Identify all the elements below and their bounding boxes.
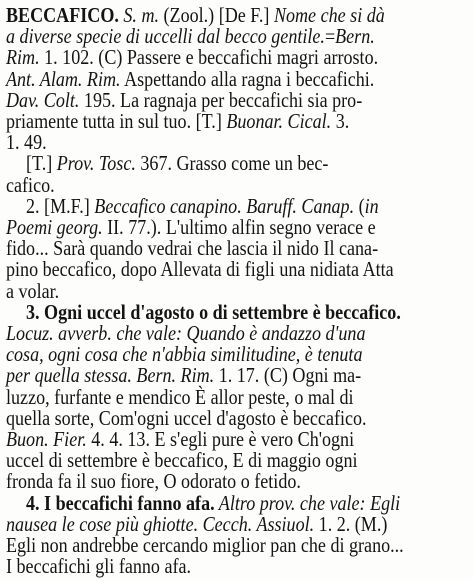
text-segment: Beccafico canapino. Baruff. Canap. [94,193,355,218]
text-segment: 4. 4. 13. E s'egli pure è vero Ch'ogni [86,427,355,451]
text-line [6,554,191,578]
text-segment: 2. [M.F.] [26,193,95,218]
text-segment: fido... Sarà quando vedrai che lascia il nido Il cana- [6,236,379,261]
text-segment: 1. 2. (M.) [314,511,388,536]
text-segment: Altro prov. che vale: Egli [214,490,401,515]
text-segment: Aspettando alla ragna i beccafichi. [120,66,375,91]
text-segment: ( [354,193,365,218]
text-segment: 1. 49. [6,130,47,155]
text-segment: quella sorte, Com'ogni uccel d'agosto è beccafico. [6,405,367,430]
text-segment: pino beccafico, dopo Allevata di figli una nidiata Atta [6,257,394,282]
text-segment: 1. 17. (C) Ogni ma- [214,363,362,388]
text-segment: = [324,24,336,49]
text-segment: priamente tutta in sul tuo. [T.] [6,109,227,133]
text-segment: Egli non andrebbe cercando miglior pan che di grano... [6,533,404,557]
text-segment: nausea le cose più ghiotte. Cecch. Assiuol. [6,511,315,536]
text-segment: fronda fa il suo fiore, O odorato o fetido. [6,469,301,494]
text-segment: cosa, ogni cosa che n'abbia similitudine, è tenuta [6,342,363,367]
text-segment: 367. Grasso come un bec- [135,151,329,176]
text-segment: II. 77.). L'ultimo alfin segno verace e [102,215,376,239]
text-segment: S. m. [118,3,160,27]
text-segment: [T.] [26,151,57,176]
text-segment: Rim. [6,45,40,70]
text-segment: I beccafichi gli fanno afa. [6,554,192,579]
text-line [26,151,328,175]
text-segment: 195. La ragnaja per beccafichi sia pro- [79,87,363,112]
text-segment: Dav. Colt. [6,87,80,112]
text-segment: Ant. Alam. Rim. [6,66,121,91]
text-segment: a diverse specie di uccelli dal becco gentile. [6,24,325,49]
text-segment: 4. I beccafichi fanno afa. [26,490,215,515]
text-segment: 3. Ogni uccel d'agosto o di settembre è beccafico. [26,299,401,324]
text-segment: Poemi georg. [6,215,103,239]
text-segment: Locuz. avverb. che vale: Quando è andazzo d'una [6,321,366,345]
text-segment: Prov. Tosc. [56,151,136,176]
text-segment: luzzo, furfante e mendico È allor peste, o mal di [6,384,354,409]
text-segment: a volar. [6,278,60,303]
text-line [6,109,349,133]
text-segment: cafico. [6,172,55,197]
text-segment: per quella stessa. Bern. Rim. [6,363,215,388]
text-segment: (Zool.) [De F.] [159,3,274,27]
text-segment: Nome che si dà [273,3,385,27]
text-segment: BECCAFICO. [6,3,119,27]
text-segment: in [364,193,379,218]
text-segment: Buon. Fier. [6,427,87,451]
text-line [6,257,394,281]
text-segment: Buonar. Cical. [226,109,332,133]
text-segment: 3. [331,109,350,133]
text-segment: uccel di settembre è beccafico, E di maggio ogni [6,448,358,473]
text-segment: 1. 102. (C) Passere e beccafichi magri arrosto. [39,45,379,70]
text-segment: Bern. [335,24,375,49]
